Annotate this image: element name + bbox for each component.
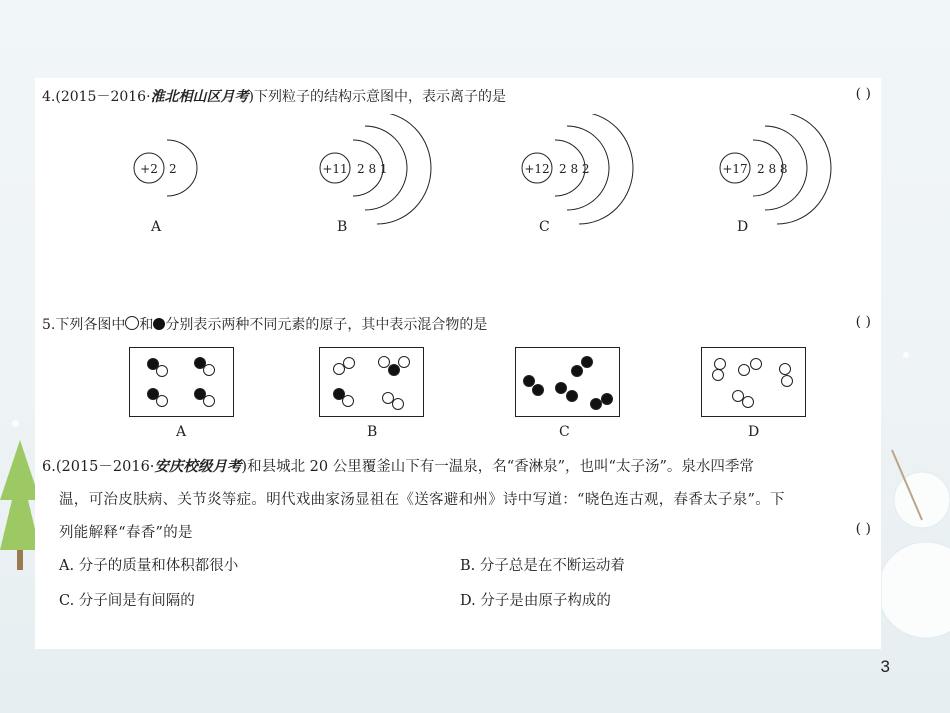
question-6-line-3: 列能解释“春香”的是 bbox=[59, 525, 193, 541]
question-4-text: 4.(2015－2016·淮北相山区月考)下列粒子的结构示意图中，表示离子的是 bbox=[42, 89, 506, 105]
box-label-c: C bbox=[559, 424, 570, 440]
nucleus-charge: +12 bbox=[524, 162, 550, 176]
electron-counts: 2 8 8 bbox=[757, 162, 788, 176]
molecule-box-c bbox=[515, 347, 620, 417]
question-4-answer-paren: ( ) bbox=[855, 86, 871, 102]
box-label-d: D bbox=[748, 424, 760, 440]
electron-counts: 2 bbox=[169, 162, 177, 176]
atom-option-label: D bbox=[737, 219, 749, 235]
box-label-a: A bbox=[176, 424, 187, 440]
molecule-box-d bbox=[701, 347, 806, 417]
option-d: D. 分子是由原子构成的 bbox=[460, 593, 611, 609]
molecule-box-a bbox=[129, 347, 234, 417]
option-a: A. 分子的质量和体积都很小 bbox=[59, 558, 239, 574]
molecule-box-b bbox=[319, 347, 424, 417]
atom-option-label: B bbox=[337, 219, 348, 235]
atom-option-label: C bbox=[539, 219, 550, 235]
electron-counts: 2 8 2 bbox=[559, 162, 590, 176]
snowman-icon bbox=[882, 430, 950, 650]
question-6-answer-paren: ( ) bbox=[855, 521, 871, 537]
black-atom-icon bbox=[153, 318, 165, 330]
nucleus-charge: +11 bbox=[322, 162, 348, 176]
atom-diagram-d bbox=[711, 114, 911, 264]
exam-page bbox=[35, 78, 881, 649]
atom-diagram-b bbox=[311, 114, 511, 264]
nucleus-charge: +2 bbox=[140, 162, 158, 176]
question-5-text: 5.下列各图中 和 分别表示两种不同元素的原子，其中表示混合物的是 bbox=[42, 317, 488, 333]
atom-diagram-c bbox=[513, 114, 713, 264]
question-6-line-2: 温，可治皮肤病、关节炎等症。明代戏曲家汤显祖在《送客避和州》诗中写道：“晓色连古观，春香太子泉”。下 bbox=[59, 492, 785, 508]
snow-dot bbox=[12, 420, 19, 427]
tree-icon bbox=[0, 440, 40, 580]
snow-dot bbox=[903, 352, 909, 358]
atom-diagram-a bbox=[125, 114, 325, 264]
electron-counts: 2 8 1 bbox=[357, 162, 388, 176]
option-b: B. 分子总是在不断运动着 bbox=[460, 558, 625, 574]
nucleus-charge: +17 bbox=[722, 162, 748, 176]
white-atom-icon bbox=[125, 316, 139, 330]
box-label-b: B bbox=[367, 424, 378, 440]
question-5-answer-paren: ( ) bbox=[855, 314, 871, 330]
question-6-line-1: 6.(2015－2016·安庆校级月考)和县城北 20 公里覆釜山下有一温泉，名“香淋泉”，也叫“太子汤”。泉水四季常 bbox=[42, 458, 754, 475]
atom-option-label: A bbox=[151, 219, 162, 235]
option-c: C. 分子间是有间隔的 bbox=[59, 593, 195, 609]
page-number: 3 bbox=[880, 657, 890, 676]
